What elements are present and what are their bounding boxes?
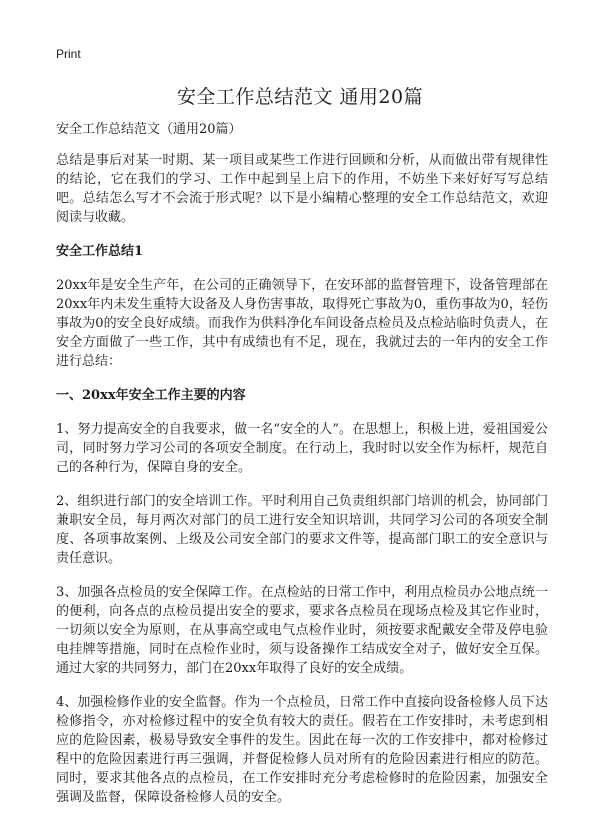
section-heading: 安全工作总结1 bbox=[56, 244, 144, 259]
list-item: 1、努力提高安全的自我要求，做一名“安全的人”。在思想上，积极上进，爱祖国爱公司，同时努力学习公司的各项安全制度。在行动上，我时时以安全作为标杆，规范自己的各种行为，保障自身的安全。 bbox=[56, 422, 548, 475]
section-intro-paragraph: 20xx年是安全生产年，在公司的正确领导下，在安环部的监督管理下，设备管理部在20xx年内未发生重特大设备及人身伤害事故，取得死亡事故为0，重伤事故为0，轻伤事故为0的安全良好成绩。而我作为供料净化车间设备点检员及点检站临时负责人，在安全方面做了一些工作，其中有成绩也有不足，现在，我就过去的一年内的安全工作进行总结： bbox=[56, 278, 548, 369]
list-item: 4、加强检修作业的安全监督。作为一个点检员，日常工作中直接向设备检修人员下达检修指令，亦对检修过程中的安全负有较大的责任。假若在工作安排时，未考虑到相应的危险因素，极易导致安全事件的发生。因此在每一次的工作安排中，都对检修过程中的危险因素进行再三强调，并督促检修人员对所有的危险因素进行相应的防范。同时，要求其他各点的点检员，在工作安排时充分考虑检修时的危险因素，加强安全强调及监督，保障设备检修人员的安全。 bbox=[56, 695, 548, 805]
document-subtitle: 安全工作总结范文（通用20篇） bbox=[56, 122, 242, 137]
subsection-heading: 一、20xx年安全工作主要的内容 bbox=[56, 388, 246, 403]
intro-paragraph: 总结是事后对某一时期、某一项目或某些工作进行回顾和分析，从而做出带有规律性的结论，它在我们的学习、工作中起到呈上启下的作用，不妨坐下来好好写写总结吧。总结怎么写才不会流于形式呢？以下是小编精心整理的安全工作总结范文，欢迎阅读与收藏。 bbox=[56, 153, 548, 225]
print-label: Print bbox=[56, 47, 81, 61]
document-body bbox=[56, 120, 548, 822]
document-title: 安全工作总结范文 通用20篇 bbox=[176, 86, 424, 108]
list-item: 3、加强各点检员的安全保障工作。在点检站的日常工作中，利用点检员办公地点统一的便利，向各点的点检员提出安全的要求，要求各点检员在现场点检及其它作业时，一切须以安全为原则，在从事高空或电气点检作业时，须按要求配戴安全带及停电验电挂牌等措施，同时在点检作业时，须与设备操作工结成安全对子，做好安全互保。通过大家的共同努力，部门在20xx年取得了良好的安全成绩。 bbox=[56, 585, 548, 676]
list-item: 2、组织进行部门的安全培训工作。平时利用自己负责组织部门培训的机会，协同部门兼职安全员，每月两次对部门的员工进行安全知识培训，共同学习公司的各项安全制度、各项事故案例、上级及公司安全部门的要求文件等，提高部门职工的安全意识与责任意识。 bbox=[56, 494, 548, 566]
